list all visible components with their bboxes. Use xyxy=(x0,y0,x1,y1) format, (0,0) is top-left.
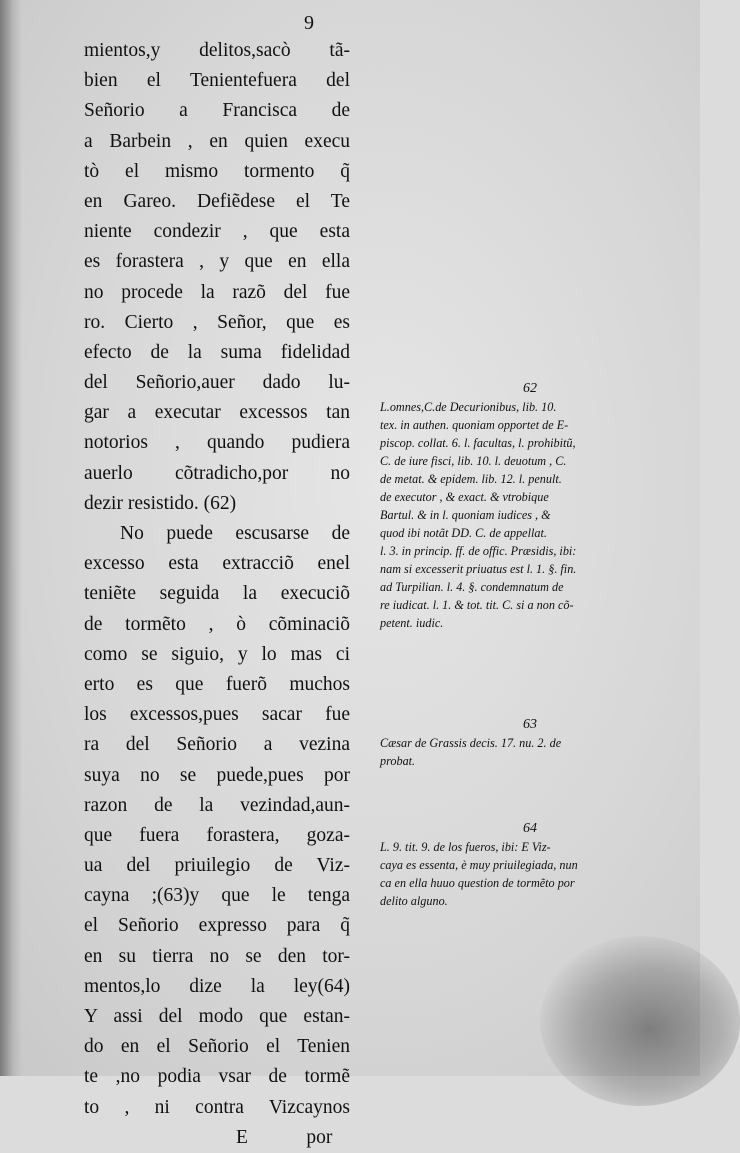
note-line: ca en ella huuo question de tormẽto por xyxy=(380,876,575,890)
note-number: 64 xyxy=(523,821,537,836)
note-line: piscop. collat. 6. l. facultas, l. prohibitũ, xyxy=(380,436,576,450)
text-line: No puede escusarse de xyxy=(120,523,350,544)
text-line: to , ni contra Vizcaynos xyxy=(84,1096,350,1118)
text-line: es forastera , y que en ella xyxy=(84,251,350,273)
text-line: mentos,lo dize la ley(64) xyxy=(84,975,350,997)
note-line: caya es essenta, è muy priuilegiada, nun xyxy=(380,858,578,872)
text-line: de tormẽto , ò cõminaciõ xyxy=(84,613,350,635)
text-line: excesso esta extracciõ enel xyxy=(84,553,350,575)
text-line: erto es que fuerõ muchos xyxy=(84,673,350,695)
marginal-note-64 xyxy=(380,820,680,910)
note-body xyxy=(380,398,680,632)
marginal-note-63 xyxy=(380,716,680,770)
text-line: no procede la razõ del fue xyxy=(84,281,350,303)
text-line: teniẽte seguida la execuciõ xyxy=(84,583,350,605)
note-line: ad Turpilian. l. 4. §. condemnatum de xyxy=(380,580,564,594)
note-line: petent. iudic. xyxy=(380,616,444,630)
main-text-column xyxy=(84,36,350,1153)
note-line: de executor , & exact. & vtrobique xyxy=(380,490,549,504)
signature-mark: E xyxy=(236,1126,248,1148)
note-body xyxy=(380,734,680,770)
signature-catchword-line xyxy=(84,1123,350,1153)
text-line: los excessos,pues sacar fue xyxy=(84,704,350,726)
text-line: gar a executar excessos tan xyxy=(84,402,350,424)
note-number: 63 xyxy=(523,717,537,732)
text-line: suya no se puede,pues por xyxy=(84,764,350,786)
text-line: bien el Tenientefuera del xyxy=(84,70,350,92)
note-line: l. 3. in princip. ff. de offic. Præsidis, ibi: xyxy=(380,544,577,558)
text-line: cayna ;(63)y que le tenga xyxy=(84,885,350,907)
text-line: notorios , quando pudiera xyxy=(84,432,350,454)
text-line: te ,no podia vsar de tormẽ xyxy=(84,1066,350,1088)
note-line: L.omnes,C.de Decurionibus, lib. 10. xyxy=(380,400,557,414)
note-line: C. de iure fisci, lib. 10. l. deuotum , C. xyxy=(380,454,567,468)
text-line: razon de la vezindad,aun- xyxy=(84,794,350,816)
note-line: de metat. & epidem. lib. 12. l. penult. xyxy=(380,472,562,486)
text-line: mientos,y delitos,sacò tã- xyxy=(84,40,350,61)
text-line: como se siguio, y lo mas ci xyxy=(84,643,350,665)
note-line: probat. xyxy=(380,754,416,768)
text-line: tò el mismo tormento q̃ xyxy=(84,160,350,182)
note-line: Cæsar de Grassis decis. 17. nu. 2. de xyxy=(380,736,562,750)
text-line: Y assi del modo que estan- xyxy=(84,1006,350,1027)
marginal-note-62 xyxy=(380,380,680,632)
text-line: Señorio a Francisca de xyxy=(84,100,350,122)
note-line: L. 9. tit. 9. de los fueros, ibi: E Viz- xyxy=(380,840,551,854)
text-line: niente condezir , que esta xyxy=(84,221,350,243)
note-line: nam si excesserit priuatus est l. 1. §. fin. xyxy=(380,562,577,576)
note-number: 62 xyxy=(523,381,537,396)
note-line: re iudicat. l. 1. & tot. tit. C. si a non cõ- xyxy=(380,598,574,612)
text-line: a Barbein , en quien execu xyxy=(84,130,350,152)
note-line: Bartul. & in l. quoniam iudices , & xyxy=(380,508,551,522)
text-line: dezir resistido. (62) xyxy=(84,492,237,514)
note-line: quod ibi notãt DD. C. de appellat. xyxy=(380,526,547,540)
text-line: ra del Señorio a vezina xyxy=(84,734,350,756)
note-line: tex. in authen. quoniam opportet de E- xyxy=(380,418,569,432)
note-body xyxy=(380,838,680,910)
text-line: ro. Cierto , Señor, que es xyxy=(84,311,350,333)
text-line: el Señorio expresso para q̃ xyxy=(84,915,350,937)
text-line: ua del priuilegio de Viz- xyxy=(84,855,350,877)
text-line: que fuera forastera, goza- xyxy=(84,824,350,846)
catchword: por xyxy=(306,1126,333,1148)
text-line: en Gareo. Defiẽdese el Te xyxy=(84,190,350,212)
text-line: do en el Señorio el Tenien xyxy=(84,1036,350,1058)
text-line: efecto de la suma fidelidad xyxy=(84,341,350,363)
binding-gutter xyxy=(0,0,22,1076)
text-line: del Señorio,auer dado lu- xyxy=(84,372,350,394)
note-line: delito alguno. xyxy=(380,894,448,908)
text-line: en su tierra no se den tor- xyxy=(84,945,350,967)
page-number: 9 xyxy=(304,12,314,34)
water-stain xyxy=(540,936,740,1106)
text-line: auerlo cõtradicho,por no xyxy=(84,462,350,484)
